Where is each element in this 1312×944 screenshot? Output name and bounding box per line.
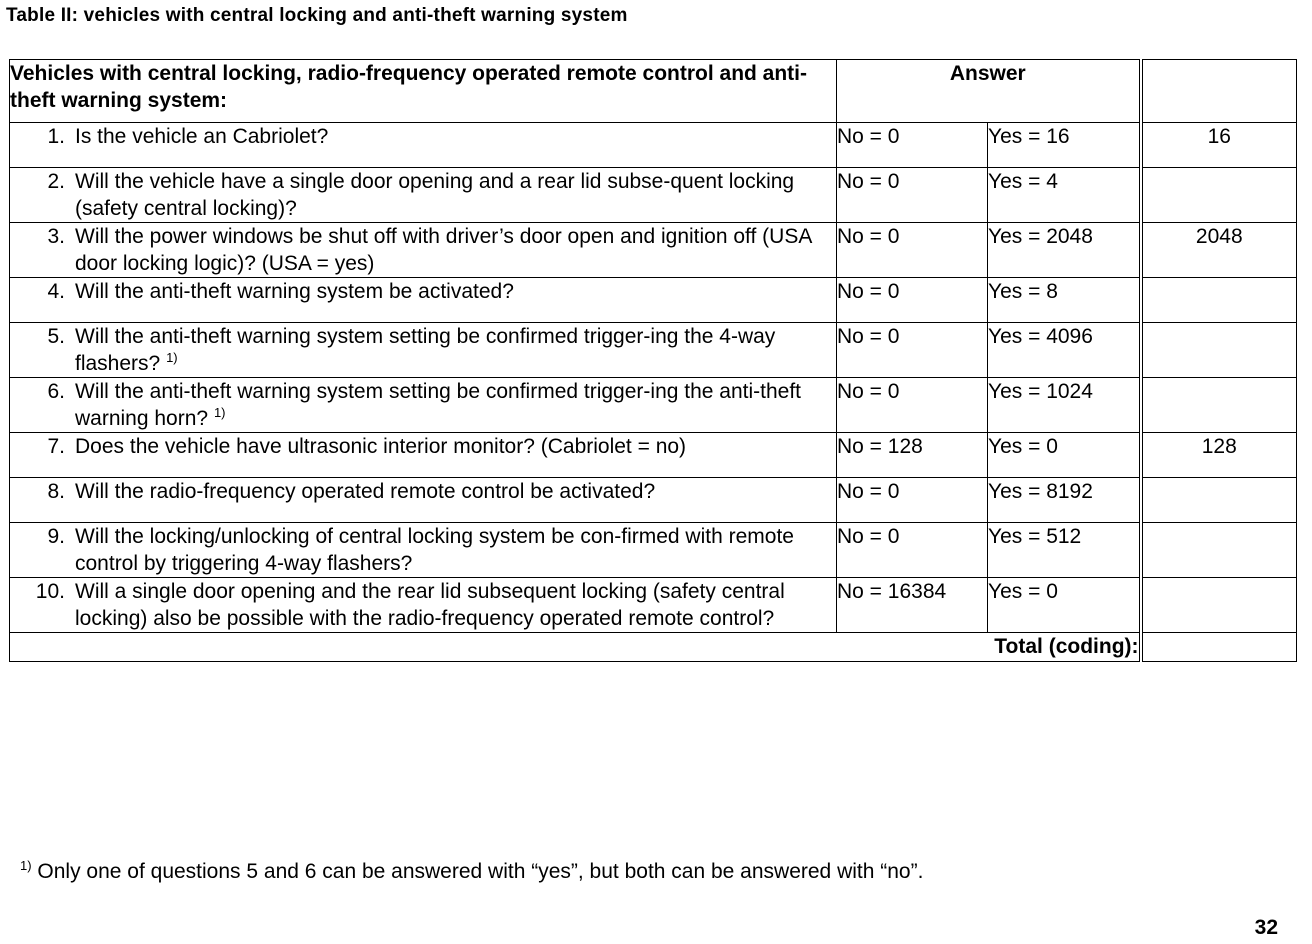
question-number: 9. <box>47 525 65 548</box>
table-row <box>10 278 1297 323</box>
question-text-wrapper <box>75 168 836 222</box>
answer-no-cell: No = 16384 <box>837 578 988 633</box>
answer-no-cell: No = 0 <box>837 223 988 278</box>
question-cell <box>10 123 837 168</box>
coding-value-cell <box>1141 323 1297 378</box>
question-number: 6. <box>47 380 65 403</box>
answer-no-cell: No = 0 <box>837 378 988 433</box>
answer-no-cell: No = 0 <box>837 323 988 378</box>
table-row <box>10 578 1297 633</box>
table-row <box>10 433 1297 478</box>
question-text-wrapper <box>75 223 836 277</box>
question-text-wrapper <box>75 278 836 305</box>
coding-value-cell: 128 <box>1141 433 1297 478</box>
question-text-wrapper <box>75 378 836 432</box>
total-row <box>10 633 1297 662</box>
coding-value-cell: 2048 <box>1141 223 1297 278</box>
question-number: 4. <box>47 280 65 303</box>
question-text: Will the anti-theft warning system be activated? <box>75 280 514 303</box>
question-text-wrapper <box>75 478 836 505</box>
answer-yes-cell: Yes = 512 <box>988 523 1141 578</box>
answer-no-cell: No = 0 <box>837 523 988 578</box>
question-text: Will the locking/unlocking of central locking system be con-firmed with remote control by triggering 4-way flashers? <box>75 525 794 575</box>
answer-no-cell: No = 128 <box>837 433 988 478</box>
table-row <box>10 168 1297 223</box>
question-cell <box>10 523 837 578</box>
answer-no-cell: No = 0 <box>837 278 988 323</box>
question-number: 10. <box>35 580 65 603</box>
table-header-row <box>10 60 1297 123</box>
footnote-reference: 1) <box>166 350 178 365</box>
question-cell <box>10 323 837 378</box>
table-row <box>10 123 1297 168</box>
question-cell <box>10 168 837 223</box>
footnote-mark: 1) <box>20 858 32 873</box>
code-column-header <box>1141 60 1297 123</box>
question-number: 1. <box>47 125 65 148</box>
table-row <box>10 523 1297 578</box>
question-text: Does the vehicle have ultrasonic interior monitor? (Cabriolet = no) <box>75 435 687 458</box>
answer-column-header: Answer <box>837 60 1141 123</box>
table-row <box>10 323 1297 378</box>
question-text: Will the anti-theft warning system setting be confirmed trigger-ing the anti-theft warning horn? <box>75 380 801 430</box>
answer-yes-cell: Yes = 4096 <box>988 323 1141 378</box>
coding-value-cell: 16 <box>1141 123 1297 168</box>
question-text: Will a single door opening and the rear lid subsequent locking (safety central locking) also be possible with the radio-frequency operated remote control? <box>75 580 785 630</box>
question-number: 5. <box>47 325 65 348</box>
table-row <box>10 478 1297 523</box>
answer-yes-cell: Yes = 0 <box>988 433 1141 478</box>
question-text: Will the radio-frequency operated remote control be activated? <box>75 480 656 503</box>
question-number: 8. <box>47 480 65 503</box>
question-cell <box>10 223 837 278</box>
answer-yes-cell: Yes = 1024 <box>988 378 1141 433</box>
question-cell <box>10 378 837 433</box>
question-number: 7. <box>47 435 65 458</box>
question-text: Will the vehicle have a single door opening and a rear lid subse-quent locking (safety central locking)? <box>75 170 795 220</box>
question-cell <box>10 278 837 323</box>
coding-value-cell <box>1141 378 1297 433</box>
question-text-wrapper <box>75 433 836 460</box>
footnote-text: Only one of questions 5 and 6 can be answered with “yes”, but both can be answered with “no”. <box>37 860 924 883</box>
table-row <box>10 223 1297 278</box>
coding-value-cell <box>1141 478 1297 523</box>
answer-yes-cell: Yes = 0 <box>988 578 1141 633</box>
question-text-wrapper <box>75 578 836 632</box>
coding-value-cell <box>1141 168 1297 223</box>
question-column-header: Vehicles with central locking, radio-frequency operated remote control and anti-theft warning system: <box>10 60 837 123</box>
coding-value-cell <box>1141 278 1297 323</box>
question-cell <box>10 478 837 523</box>
coding-value-cell <box>1141 578 1297 633</box>
answer-yes-cell: Yes = 16 <box>988 123 1141 168</box>
question-text: Is the vehicle an Cabriolet? <box>75 125 329 148</box>
coding-table <box>9 59 1297 662</box>
answer-no-cell: No = 0 <box>837 478 988 523</box>
answer-no-cell: No = 0 <box>837 123 988 168</box>
question-number: 3. <box>47 225 65 248</box>
total-value-cell <box>1141 633 1297 662</box>
question-text-wrapper <box>75 323 836 377</box>
answer-yes-cell: Yes = 4 <box>988 168 1141 223</box>
answer-no-cell: No = 0 <box>837 168 988 223</box>
total-label: Total (coding): <box>10 633 1141 662</box>
question-number: 2. <box>47 170 65 193</box>
question-text-wrapper <box>75 123 836 150</box>
question-text-wrapper <box>75 523 836 577</box>
question-cell <box>10 578 837 633</box>
table-row <box>10 378 1297 433</box>
coding-value-cell <box>1141 523 1297 578</box>
question-text: Will the anti-theft warning system setting be confirmed trigger-ing the 4-way flashers? <box>75 325 776 375</box>
answer-yes-cell: Yes = 8 <box>988 278 1141 323</box>
question-cell <box>10 433 837 478</box>
answer-yes-cell: Yes = 8192 <box>988 478 1141 523</box>
footnote-reference: 1) <box>213 405 226 420</box>
page-number: 32 <box>1254 916 1278 939</box>
question-text: Will the power windows be shut off with driver’s door open and ignition off (USA door locking logic)? (USA = yes) <box>75 225 812 275</box>
table-title: Table II: vehicles with central locking and anti-theft warning system <box>6 5 628 26</box>
answer-yes-cell: Yes = 2048 <box>988 223 1141 278</box>
footnote <box>20 860 923 884</box>
